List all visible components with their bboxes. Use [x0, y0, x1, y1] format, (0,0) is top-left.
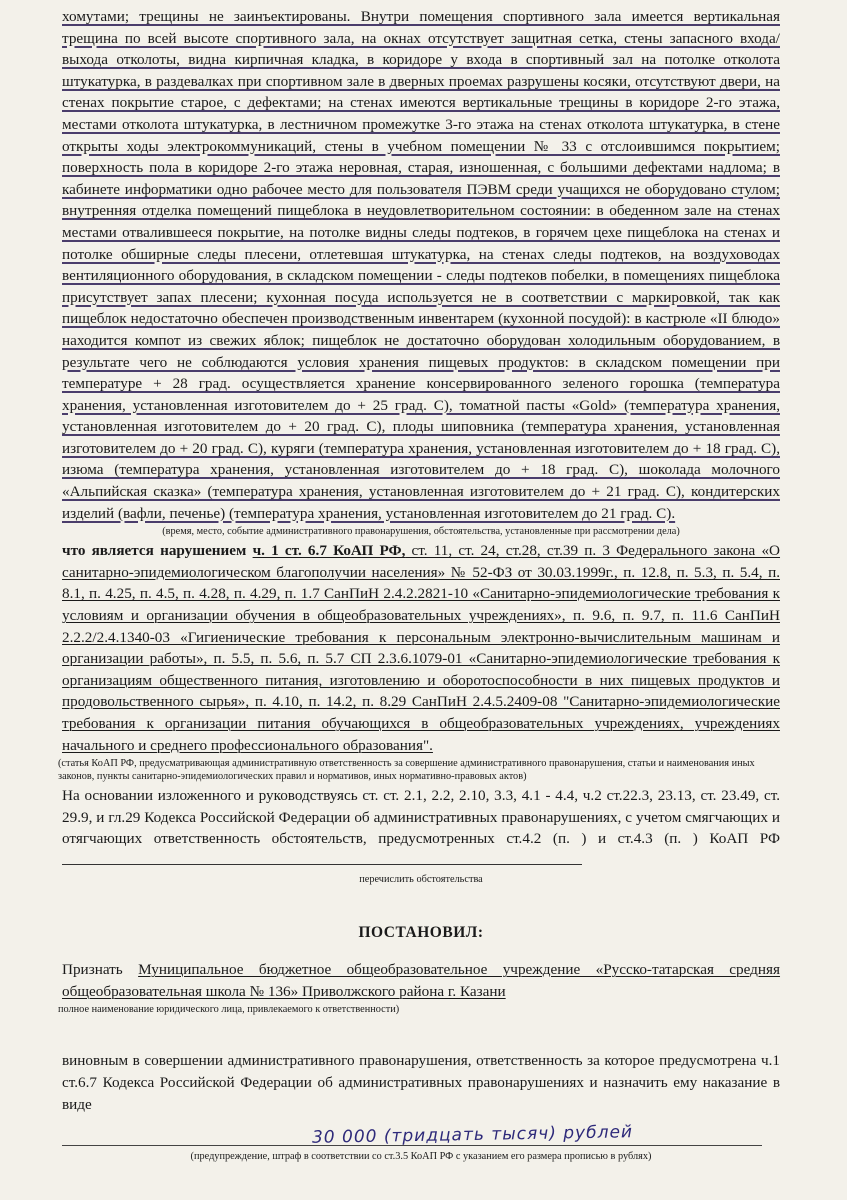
document-body — [58, 6, 781, 1115]
ruling-lead: Признать — [62, 961, 139, 979]
caption-circumstances: перечислить обстоятельства — [359, 873, 483, 885]
ruling-title: ПОСТАНОВИЛ: — [358, 923, 484, 941]
grounds-paragraph — [62, 785, 780, 871]
violation-lead: что является нарушением — [62, 542, 247, 560]
caption-event: (время, место, событие административного правонарушения, обстоятельства, установленные при рассмотрении дела) — [162, 526, 680, 538]
violation-legal-basis — [62, 540, 780, 756]
caption-penalty: (предупреждение, штраф в соответствии со ст.3.5 КоАП РФ с указанием его размера прописью в рублях) — [190, 1151, 652, 1162]
ruling-entity: Муниципальное бюджетное общеобразовательное учреждение «Русско-татарская средняя общеобразовательная школа № 136» Приволжского района г. Казани — [62, 961, 781, 1000]
caption-article: (статья КоАП РФ, предусматривающая административную ответственность за совершение административного правонарушения, статьи и наименования иных законов, пункты санитарно-эпидемиологических правил и нормативов, иных нормативно-правовых актов) — [58, 758, 755, 783]
violation-references: ст. 11, ст. 24, ст.28, ст.39 п. 3 Федерального закона «О санитарно-эпидемиологическом благополучии населения» № 52-ФЗ от 30.03.1999г., п. 12.8, п. 5.3, п. 5.4, п. 8.1, п. 4.25, п. 4.5, п. 4.28, п. 4.29, п. 1.7 СанПиН 2.4.2.2821-10 «Санитарно-эпидемиологические требования к условиям и организации обучения в общеобразовательных учреждениях», п. 9.6, п. 9.7, п. 11.6 СанПиН 2.2.2/2.4.1340-03 «Гигиенические требования к персональным электронно-вычислительным машинам и организации работы», п. 5.5, п. 5.6, п. 5.7 СП 2.3.6.1079-01 «Санитарно-эпидемиологические требования к организациям общественного питания, изготовлению и оборотоспособности в них пищевых продуктов и продовольственного сырья», п. 4.10, п. 14.2, п. 8.29 СанПиН 2.4.5.2409-08 "Санитарно-эпидемиологические требования к организации питания обучающихся в общеобразовательных учреждениях, учреждениях начального и среднего профессионального образования". — [62, 542, 781, 754]
penalty-handwritten: 30 000 (тридцать тысяч) рублей — [311, 1122, 634, 1148]
grounds-text: На основании изложенного и руководствуясь ст. ст. 2.1, 2.2, 2.10, 3.3, 4.1 - 4.4, ч.2 ст.22.3, 23.13, ст. 23.49, ст. 29.9, и гл.29 Кодекса Российской Федерации об административных правонарушениях, с учетом смягчающих и отягчающих ответственность обстоятельств, предусмотренных ст.4.2 (п. ) и ст.4.3 (п. ) КоАП РФ — [62, 787, 780, 848]
ruling-paragraph — [62, 959, 780, 1002]
violation-description: хомутами; трещины не заинъектированы. Внутри помещения спортивного зала имеется вертикальная трещина по всей высоте спортивного зала, на окнах отсутствует защитная сетка, стены запасного входа/выхода отколоты, видна кирпичная кладка, в коридоре у входа в спортивный зал на потолке отколота штукатурка, в раздевалках при спортивном зале в дверных проемах разрушены косяки, отсутствуют двери, на стенах покрытие старое, с дефектами; на стенах имеются вертикальные трещины в коридоре 2-го этажа, местами отколота штукатурка, в лестничном промежутке 3-го этажа на стенах отколота штукатурка, в стене открыты ходы электрокоммуникаций, стены в учебном помещении № 33 с отслоившимся покрытием; поверхность пола в коридоре 2-го этажа неровная, старая, изношенная, с большими дефектами надлома; в кабинете информатики одно рабочее место для пользователя ПЭВМ среди учащихся не оборудовано стулом; внутренняя отделка помещений пищеблока в неудовлетворительном состоянии: в обеденном зале на стенах местами отвалившееся покрытие, на потолке видны следы подтеков, в горячем цехе пищеблока на стенах и потолке обширные следы плесени, отлетевшая штукатурка, на стенах следы подтеков, на воздуховодах вентиляционного оборудования, в складском помещении - следы подтеков побелки, в помещениях пищеблока присутствует запах плесени; кухонная посуда используется не в соответствии с маркировкой, так как пищеблок недостаточно обеспечен производственным инвентарем (кухонной посудой): в кастрюле «II блюдо» находится компот из свежих яблок; пищеблок не достаточно оборудован холодильным оборудованием, в результате чего не соблюдаются условия хранения пищевых продуктов: в складском помещении при температуре + 28 град. осуществляется хранение консервированного зеленого горошка (температура хранения, установленная изготовителем до + 25 град. С), томатной пасты «Gold» (температура хранения, установленная изготовителем до + 20 град. С), плоды шиповника (температура хранения, установленная изготовителем до + 20 град. С), куряги (температура хранения, установленная изготовителем до + 18 град. С), изюма (температура хранения, установленная изготовителем до + 18 град. С), шоколада молочного «Альпийская сказка» (температура хранения, установленная изготовителем до + 21 град. С), кондитерских изделий (вафли, печенье) (температура хранения, установленная изготовителем до 21 град. С). — [62, 8, 780, 522]
caption-entity: полное наименование юридического лица, привлекаемого к ответственности) — [58, 1004, 400, 1016]
guilty-paragraph: виновным в совершении административного правонарушения, ответственность за которое предусмотрена ч.1 ст.6.7 Кодекса Российской Федерации об административных правонарушениях и назначить ему наказание в виде — [62, 1052, 780, 1113]
circumstances-blank-line — [62, 850, 582, 865]
violation-article: ч. 1 ст. 6.7 КоАП РФ, — [252, 542, 406, 560]
